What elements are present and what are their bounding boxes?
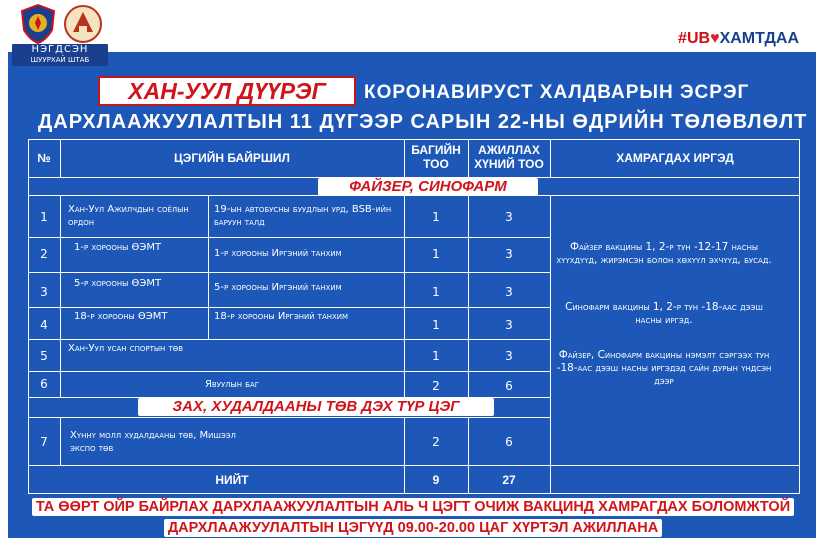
row-no: 7 bbox=[40, 435, 48, 449]
row-no: 2 bbox=[40, 247, 48, 261]
row-staff: 3 bbox=[505, 349, 513, 363]
row-no: 4 bbox=[40, 318, 48, 332]
row-place: 1-р хорооны ӨЭМТ bbox=[74, 242, 162, 253]
row-place: 18-р хорооны ӨЭМТ bbox=[74, 311, 168, 322]
hq-label bbox=[12, 44, 108, 66]
hq-sub: ШУУРХАЙ ШТАБ bbox=[30, 56, 90, 64]
row-staff: 3 bbox=[505, 210, 513, 224]
row-teams: 1 bbox=[432, 349, 440, 363]
hashtag-prefix: #UB bbox=[678, 30, 711, 47]
target-booster: Файзер, Синофарм вакцины нэмэлт сэргээх тун -18-аас дээш насны иргэдэд сайн дурын үндсэн дээр bbox=[556, 349, 772, 387]
hashtag-suffix: ХАМТДАА bbox=[719, 30, 799, 47]
table-line bbox=[468, 139, 469, 177]
header-teams: БАГИЙН ТОО bbox=[411, 143, 461, 171]
row-teams: 1 bbox=[432, 318, 440, 332]
table-line bbox=[404, 139, 405, 177]
row-staff: 3 bbox=[505, 318, 513, 332]
table-line bbox=[28, 272, 550, 273]
hq-name: НЭГДСЭН bbox=[31, 44, 89, 55]
row-place: 5-р хорооны ӨЭМТ bbox=[74, 278, 162, 289]
target-pfizer: Файзер вакцины 1, 2-р тун -12-17 насны хүүхдүүд, жирэмсэн болон хөхүүл эхчүүд, бусад. bbox=[556, 241, 772, 266]
header-target: ХАМРАГДАХ ИРГЭД bbox=[616, 151, 734, 165]
district-title: ХАН-УУЛ ДҮҮРЭГ bbox=[98, 76, 356, 106]
table-line bbox=[60, 417, 61, 465]
section-pfizer-sinopharm: ФАЙЗЕР, СИНОФАРМ bbox=[318, 178, 538, 196]
row-teams: 1 bbox=[432, 285, 440, 299]
table-line bbox=[28, 493, 800, 494]
city-seal-icon bbox=[62, 4, 104, 44]
row-place: Хүннү молл худалдааны төв, Мишээл экспо төв bbox=[70, 430, 236, 454]
schedule-table bbox=[28, 139, 800, 494]
total-label: НИЙТ bbox=[215, 473, 249, 487]
row-teams: 1 bbox=[432, 247, 440, 261]
header-no: № bbox=[37, 151, 51, 165]
row-no: 3 bbox=[40, 285, 48, 299]
title-line1: КОРОНАВИРУСТ ХАЛДВАРЫН ЭСРЭГ bbox=[364, 82, 750, 103]
table-line bbox=[28, 417, 550, 418]
section-market-point: ЗАХ, ХУДАЛДААНЫ ТӨВ ДЭХ ТҮР ЦЭГ bbox=[138, 398, 494, 416]
row-staff: 6 bbox=[505, 379, 513, 393]
table-line bbox=[28, 339, 550, 340]
table-line bbox=[28, 307, 550, 308]
row-place: Хан-Уул усан спортын төв bbox=[68, 343, 184, 354]
row-no: 5 bbox=[40, 349, 48, 363]
police-emblem-icon bbox=[20, 4, 56, 44]
row-detail: 18-р хорооны Иргэний танхим bbox=[214, 311, 349, 322]
row-staff: 6 bbox=[505, 435, 513, 449]
header-staff: АЖИЛЛАХ ХҮНИЙ ТОО bbox=[474, 143, 544, 171]
title-line2: ДАРХЛААЖУУЛАЛТЫН 11 ДҮГЭЭР САРЫН 22-НЫ ӨДРИЙН ТӨЛӨВЛӨЛТ bbox=[38, 111, 808, 133]
row-staff: 3 bbox=[505, 285, 513, 299]
header-location: ЦЭГИЙН БАЙРШИЛ bbox=[174, 151, 290, 165]
table-line bbox=[28, 371, 550, 372]
table-line bbox=[550, 195, 551, 493]
hashtag bbox=[674, 30, 803, 48]
row-place: Явуулын баг bbox=[204, 379, 260, 390]
table-line bbox=[60, 195, 61, 397]
row-detail: 1-р хорооны Иргэний танхим bbox=[214, 248, 342, 259]
row-detail: 5-р хорооны Иргэний танхим bbox=[214, 282, 342, 293]
table-line bbox=[28, 237, 550, 238]
row-teams: 2 bbox=[432, 379, 440, 393]
footer-line1: ТА ӨӨРТ ОЙР БАЙРЛАХ ДАРХЛААЖУУЛАЛТЫН АЛЬ Ч ЦЭГТ ОЧИЖ ВАКЦИНД ХАМРАГДАХ БОЛОМЖТОЙ bbox=[32, 498, 794, 516]
total-teams: 9 bbox=[432, 473, 440, 487]
table-line bbox=[208, 195, 209, 339]
table-line bbox=[799, 139, 800, 493]
row-no: 6 bbox=[40, 377, 48, 391]
footer-notice bbox=[28, 496, 798, 538]
row-staff: 3 bbox=[505, 247, 513, 261]
footer-line2: ДАРХЛААЖУУЛАЛТЫН ЦЭГҮҮД 09.00-20.00 ЦАГ ХҮРТЭЛ АЖИЛЛАНА bbox=[164, 519, 662, 537]
row-detail: 19-ын автобусны буудлын урд, BSB-ийн баруун талд bbox=[214, 204, 392, 228]
table-line bbox=[28, 465, 800, 466]
row-place: Хан-Уул Ажилчдын соёлын ордон bbox=[68, 204, 189, 228]
row-no: 1 bbox=[40, 210, 48, 224]
table-line bbox=[28, 139, 800, 140]
total-staff: 27 bbox=[502, 473, 516, 487]
row-teams: 2 bbox=[432, 435, 440, 449]
target-sinopharm: Синофарм вакцины 1, 2-р тун -18-аас дээш насны иргэд. bbox=[565, 301, 763, 326]
heart-icon: ♥ bbox=[710, 30, 720, 47]
row-teams: 1 bbox=[432, 210, 440, 224]
